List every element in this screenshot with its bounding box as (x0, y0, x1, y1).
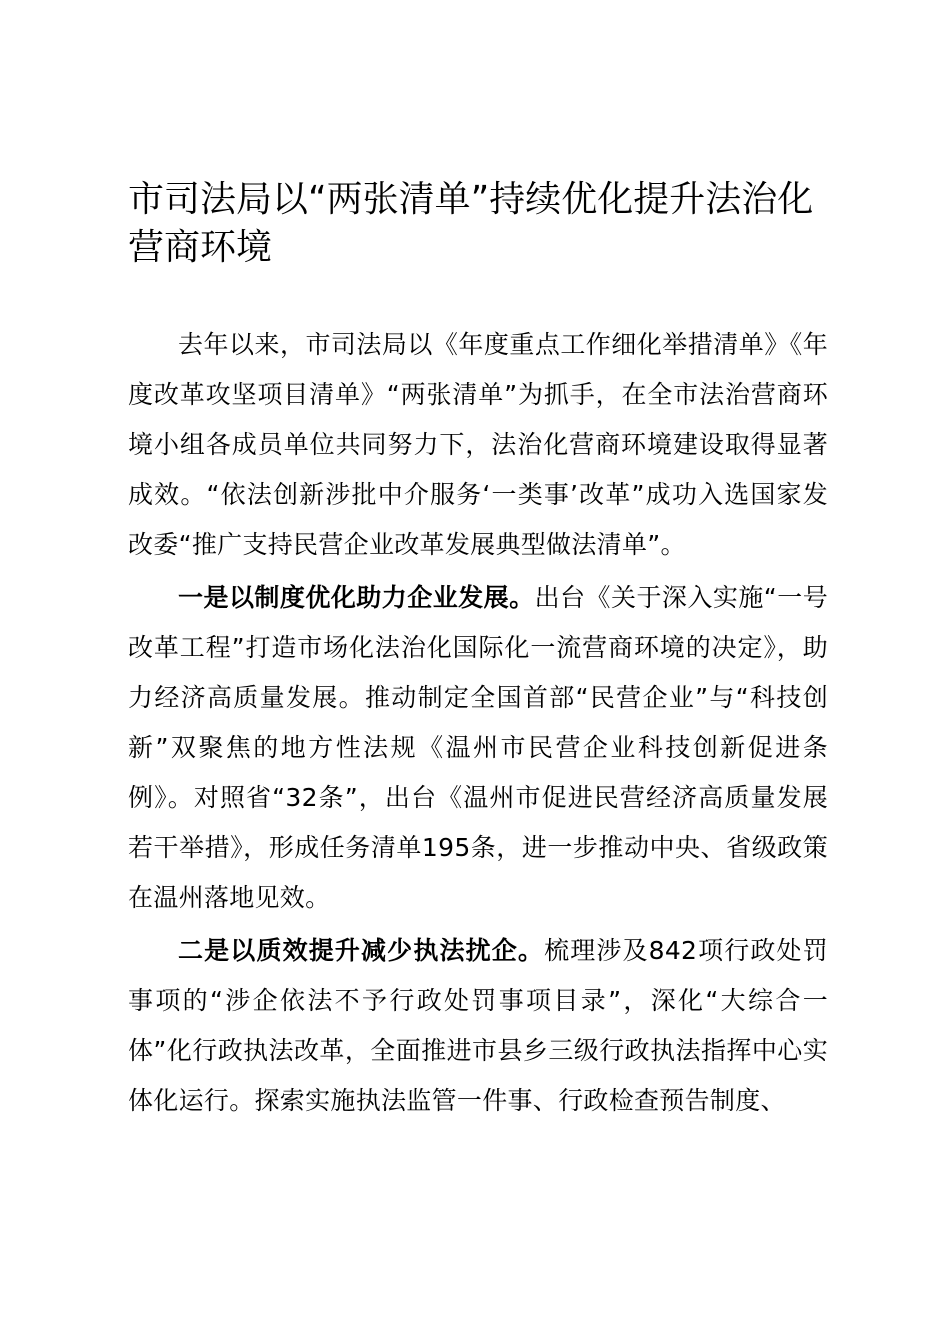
paragraph-intro (128, 320, 828, 570)
paragraph-lead: 二是以质效提升减少执法扰企。 (178, 936, 545, 965)
document-body (128, 320, 828, 1126)
paragraph-text: 梳理涉及842项行政处罚事项的“涉企依法不予行政处罚事项目录”，深化“大综合一体”化行政执法改革，全面推进市县乡三级行政执法指挥中心实体化运行。探索实施执法监管一件事、行政检查预告制度、 (128, 936, 828, 1115)
paragraph-text: 出台《关于深入实施“一号改革工程”打造市场化法治化国际化一流营商环境的决定》，助力经济高质量发展。推动制定全国首部“民营企业”与“科技创新”双聚焦的地方性法规《温州市民营企业科技创新促进条例》。对照省“32条”，出台《温州市促进民营经济高质量发展若干举措》，形成任务清单195条，进一步推动中央、省级政策在温州落地见效。 (128, 583, 828, 912)
paragraph-text: 去年以来，市司法局以《年度重点工作细化举措清单》《年度改革攻坚项目清单》“两张清单”为抓手，在全市法治营商环境小组各成员单位共同努力下，法治化营商环境建设取得显著成效。“依法创新涉批中介服务‘一类事’改革”成功入选国家发改委“推广支持民营企业改革发展典型做法清单”。 (128, 330, 828, 559)
paragraph-two (128, 926, 828, 1126)
paragraph-one (128, 573, 828, 923)
document-title: 市司法局以“两张清单”持续优化提升法治化营商环境 (128, 179, 814, 268)
paragraph-lead: 一是以制度优化助力企业发展。 (178, 583, 535, 612)
